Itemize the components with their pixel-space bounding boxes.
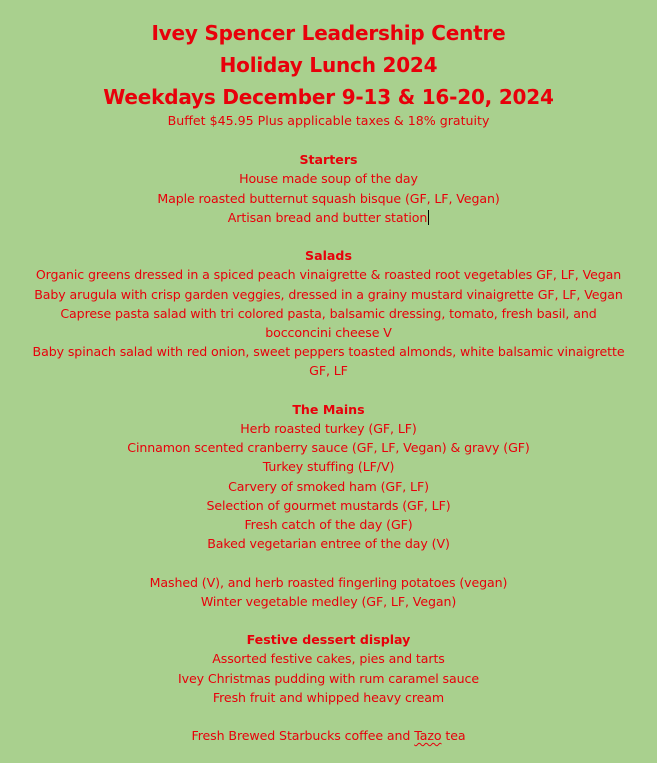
menu-item: Maple roasted butternut squash bisque (GF, LF, Vegan) <box>157 190 500 206</box>
menu-item: Baby arugula with crisp garden veggies, dressed in a grainy mustard vinaigrette GF, LF, Vegan <box>34 286 623 302</box>
menu-item: Cinnamon scented cranberry sauce (GF, LF, Vegan) & gravy (GF) <box>127 440 530 456</box>
section-heading-mains: The Mains <box>292 401 365 417</box>
menu-item: Fresh catch of the day (GF) <box>244 517 413 533</box>
menu-item: Carvery of smoked ham (GF, LF) <box>228 478 429 494</box>
price-line: Buffet $45.95 Plus applicable taxes & 18% gratuity <box>167 113 490 128</box>
menu-item: Fresh fruit and whipped heavy cream <box>212 689 445 705</box>
dessert-section <box>0 630 657 707</box>
starters-section <box>0 150 657 227</box>
section-heading-dessert: Festive dessert display <box>246 632 411 648</box>
event-dates: Weekdays December 9-13 & 16-20, 2024 <box>103 85 554 109</box>
menu-document <box>0 17 657 763</box>
beverage-text-end: tea <box>441 728 466 744</box>
section-heading-starters: Starters <box>299 152 358 168</box>
menu-item: bocconcini cheese V <box>265 325 392 340</box>
menu-item: GF, LF <box>309 363 348 379</box>
beverage-text: Fresh Brewed Starbucks coffee and <box>191 728 415 744</box>
section-heading-salads: Salads <box>305 248 352 264</box>
menu-item: Caprese pasta salad with tri colored pasta, balsamic dressing, tomato, fresh basil, and <box>60 305 597 321</box>
salads-section <box>0 246 657 380</box>
menu-item: Assorted festive cakes, pies and tarts <box>212 651 445 667</box>
menu-item: Ivey Christmas pudding with rum caramel sauce <box>178 670 479 686</box>
menu-item: Baked vegetarian entree of the day (V) <box>207 536 450 552</box>
beverage-line <box>0 726 657 745</box>
event-title: Holiday Lunch 2024 <box>219 53 438 77</box>
menu-item: Winter vegetable medley (GF, LF, Vegan) <box>200 593 457 609</box>
misspelled-word: Tazo <box>414 728 442 744</box>
menu-item: Selection of gourmet mustards (GF, LF) <box>206 497 451 513</box>
menu-item: Mashed (V), and herb roasted fingerling potatoes (vegan) <box>149 574 508 590</box>
menu-item: Organic greens dressed in a spiced peach vinaigrette & roasted root vegetables GF, LF, Vegan <box>35 267 622 283</box>
menu-item: Turkey stuffing (LF/V) <box>262 459 395 475</box>
text-cursor <box>428 210 429 225</box>
mains-section <box>0 400 657 611</box>
venue-title: Ivey Spencer Leadership Centre <box>151 21 506 45</box>
menu-item-text: Artisan bread and butter station <box>227 209 428 225</box>
menu-item: Herb roasted turkey (GF, LF) <box>240 421 417 436</box>
menu-item: Baby spinach salad with red onion, sweet peppers toasted almonds, white balsamic vinaigrette <box>32 344 625 360</box>
menu-item: House made soup of the day <box>239 171 418 187</box>
menu-item-with-cursor[interactable] <box>0 208 657 227</box>
